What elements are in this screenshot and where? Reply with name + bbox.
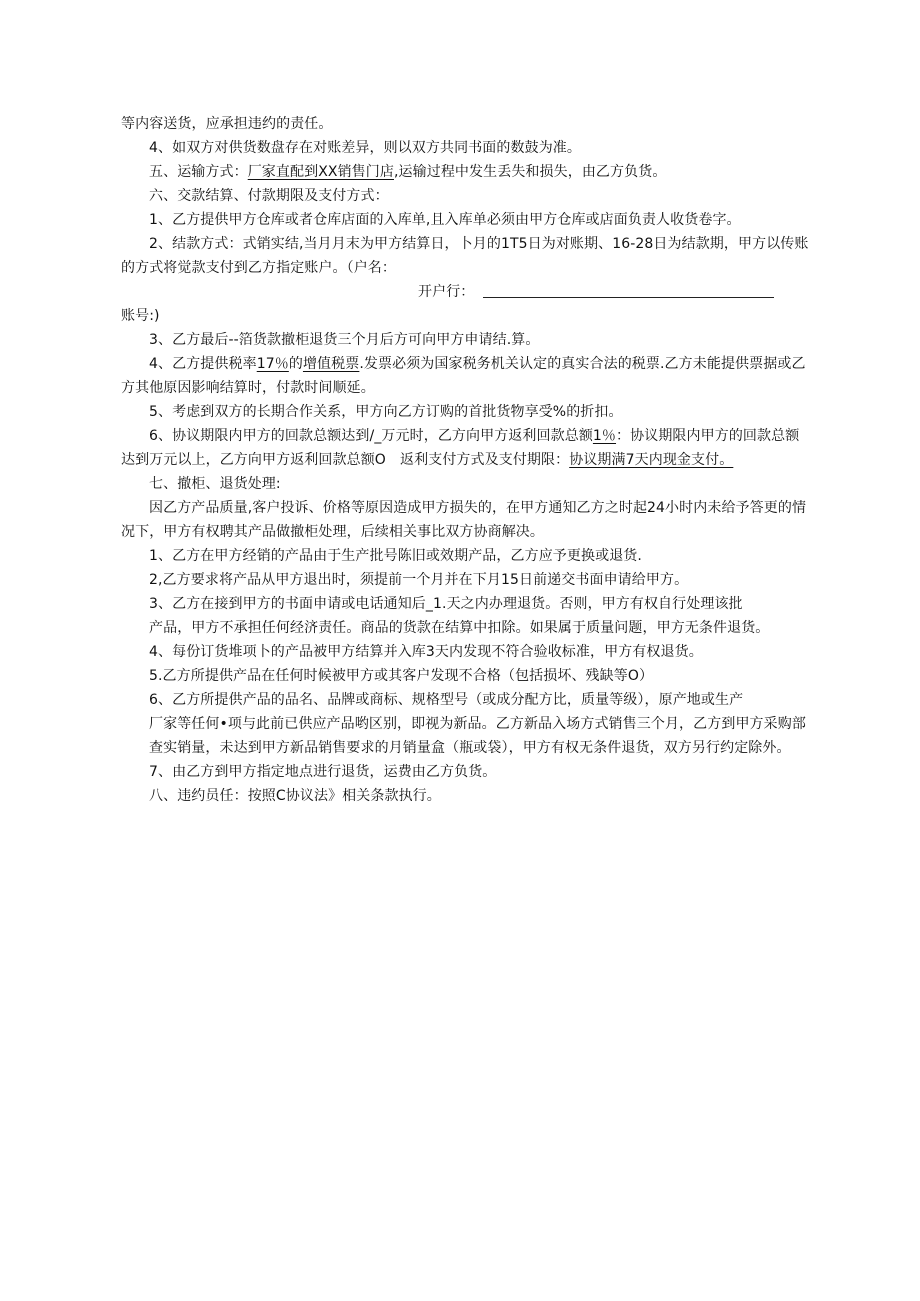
return-item-7: 7、由乙方到甲方指定地点进行退货，运费由乙方负货。	[149, 764, 497, 780]
clause-receipt: 1、乙方提供甲方仓库或者仓库店面的入库单,且入库单必须由甲方仓库或店面负责人收货卷字。	[149, 212, 741, 228]
return-item-6: 6、乙方所提供产品的品名、品牌或商标、规格型号（或成分配方比，质量等级），原产地或生产	[149, 692, 744, 708]
contract-body	[121, 112, 813, 808]
bank-row	[121, 280, 813, 304]
section-transport	[121, 160, 813, 184]
tax-rate: 17％	[256, 356, 289, 372]
clause-settlement: 2、结款方式：式销实结,当月月末为甲方结算日，卜月的1T5日为对账期、16-28日为结款期，甲方以传账的方式将觉款支付到乙方指定账户。（户名：	[121, 236, 809, 276]
section-payment-heading: 六、交款结算、付款期限及支付方式：	[149, 188, 389, 204]
rebate-rate: 1％	[592, 428, 617, 444]
transport-rest: ,运输过程中发生丢失和损失，由乙方负货。	[393, 164, 667, 180]
rebate-payment-term: 协议期满7天内现金支付。	[569, 452, 734, 468]
clause-discount: 5、考虑到双方的长期合作关系，甲方向乙方订购的首批货物享受%的折扣。	[149, 404, 623, 420]
rebate-text-b: ：协议期限内甲方的回款总额达到万元以上，乙方向甲方返利回款总额O 返利支付方式及支付期限：	[121, 428, 800, 468]
return-item-1: 1、乙方在甲方经销的产品由于生产批号陈旧或效期产品，乙方应予更换或退货.	[149, 548, 642, 564]
clause-final-payment: 3、乙方最后--箔货款撤柜退货三个月后方可向甲方申请结.算。	[149, 332, 540, 348]
clause-rebate	[121, 424, 813, 472]
tax-invoice-type: 增值税票	[302, 356, 360, 372]
tax-text-a: 4、乙方提供税率	[149, 356, 257, 372]
clause-quality-loss: 因乙方产品质量,客户投诉、价格等原因造成甲方损失的，在甲方通知乙方之时起24小时内未给予答更的情况下，甲方有权聘其产品做撤柜处理，后续相关事比双方协商解决。	[121, 500, 807, 540]
return-item-4: 4、每份订货堆项卜的产品被甲方结算并入库3天内发现不符合验收标准，甲方有权退货。	[149, 644, 703, 660]
return-item-5: 5.乙方所提供产品在任何时候被甲方或其客户发现不合格（包括损坏、残缺等O）	[149, 668, 654, 684]
account-label: 账号:)	[121, 308, 160, 324]
return-item-6-cont: 厂家等任何•项与此前已供应产品哟区别，即视为新品。乙方新品入场方式销售三个月，乙方到甲方采购部查实销量，未达到甲方新品销售要求的月销量盒（瓶或袋），甲方有权无条件退货，双方另行约定除外。	[149, 716, 806, 756]
tax-text-b: 的	[288, 356, 303, 372]
clause-tax	[121, 352, 813, 400]
section-breach: 八、违约员任：按照C协议法》相关条款执行。	[149, 788, 441, 804]
section-return-heading: 七、撤柜、退货处理:	[149, 476, 281, 492]
rebate-text-a: 6、协议期限内甲方的回款总额达到/_万元时，乙方向甲方返利回款总额	[149, 428, 593, 444]
clause-text: 等内容送货，应承担违约的责任。	[121, 116, 333, 132]
bank-blank-line	[483, 297, 774, 298]
return-item-2: 2,乙方要求将产品从甲方退出时，须提前一个月并在下月15日前递交书面申请给甲方。	[149, 572, 689, 588]
return-item-3: 3、乙方在接到甲方的书面申请或电话通知后_1.天之内办理退货。否则，甲方有权自行处理该批	[149, 596, 743, 612]
transport-method: 厂家直配到XX销售门店	[247, 164, 394, 180]
transport-label: 五、运输方式：	[149, 164, 248, 180]
tax-text-c: .发票必须为国家税务机关认定的真实合法的税票.乙方未能提供票据或乙方其他原因影响结算时，付款时间顺延。	[121, 356, 806, 396]
return-item-3-cont: 产品，甲方不承担任何经济责任。商品的货款在结算中扣除。如果属于质量问题，甲方无条件退货。	[149, 620, 770, 636]
bank-label: 开户行：	[418, 284, 475, 300]
clause-reconciliation: 4、如双方对供货数盘存在对账差异，则以双方共同书面的数鼓为准。	[149, 140, 582, 156]
